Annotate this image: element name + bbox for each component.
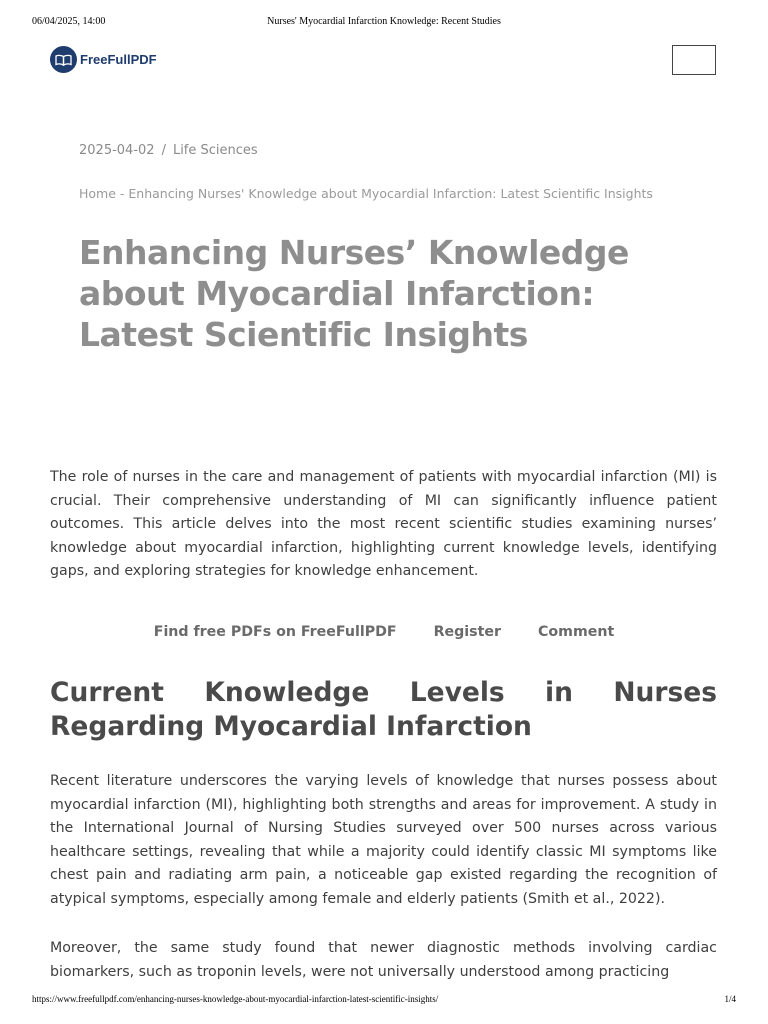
section-heading: Current Knowledge Levels in Nurses Regarding Myocardial Infarction [50, 677, 717, 742]
find-free-pdfs-link[interactable]: Find free PDFs on FreeFullPDF [153, 624, 397, 640]
site-logo[interactable] [50, 46, 157, 73]
comment-link[interactable]: Comment [538, 624, 615, 640]
article-paragraph: Moreover, the same study found that newer diagnostic methods involving cardiac biomarkers, such as troponin levels, were not universally understood among practicing [50, 940, 717, 980]
action-links [0, 624, 768, 640]
print-document-title: Nurses' Myocardial Infarction Knowledge: Recent Studies [267, 16, 501, 27]
site-logo-text: FreeFullPDF [80, 52, 157, 67]
article-intro: The role of nurses in the care and management of patients with myocardial infarction (MI) is crucial. Their comprehensive understanding of MI can significantly influence patient outcomes. This article delves into the most recent scientific studies examining nurses’ knowledge about myocardial infarction, highlighting current knowledge levels, identifying gaps, and exploring strategies for knowledge enhancement. [50, 469, 717, 579]
register-link[interactable]: Register [433, 624, 502, 640]
print-page-number: 1/4 [724, 994, 736, 1004]
print-footer [32, 994, 736, 1008]
breadcrumb[interactable]: Home - Enhancing Nurses' Knowledge about Myocardial Infarction: Latest Scientific Insights [79, 186, 653, 201]
menu-toggle-button[interactable] [672, 45, 716, 75]
post-meta [79, 143, 258, 158]
post-category-link[interactable]: Life Sciences [172, 143, 258, 158]
print-header [32, 16, 736, 30]
print-datetime: 06/04/2025, 14:00 [32, 16, 106, 27]
page-title: Enhancing Nurses’ Knowledge about Myocardial Infarction: Latest Scientific Insights [79, 233, 629, 354]
post-date: 2025-04-02 [79, 143, 155, 158]
print-url: https://www.freefullpdf.com/enhancing-nurses-knowledge-about-myocardial-infarction-latest-scientific-insights/ [32, 994, 439, 1004]
meta-separator: / [161, 143, 166, 158]
open-book-icon [50, 46, 77, 73]
article-paragraph: Recent literature underscores the varying levels of knowledge that nurses possess about myocardial infarction (MI), highlighting both strengths and areas for improvement. A study in the International Journal of Nursing Studies surveyed over 500 nurses across various healthcare settings, revealing that while a majority could identify classic MI symptoms like chest pain and radiating arm pain, a noticeable gap existed regarding the recognition of atypical symptoms, especially among female and elderly patients (Smith et al., 2022). [50, 773, 717, 907]
